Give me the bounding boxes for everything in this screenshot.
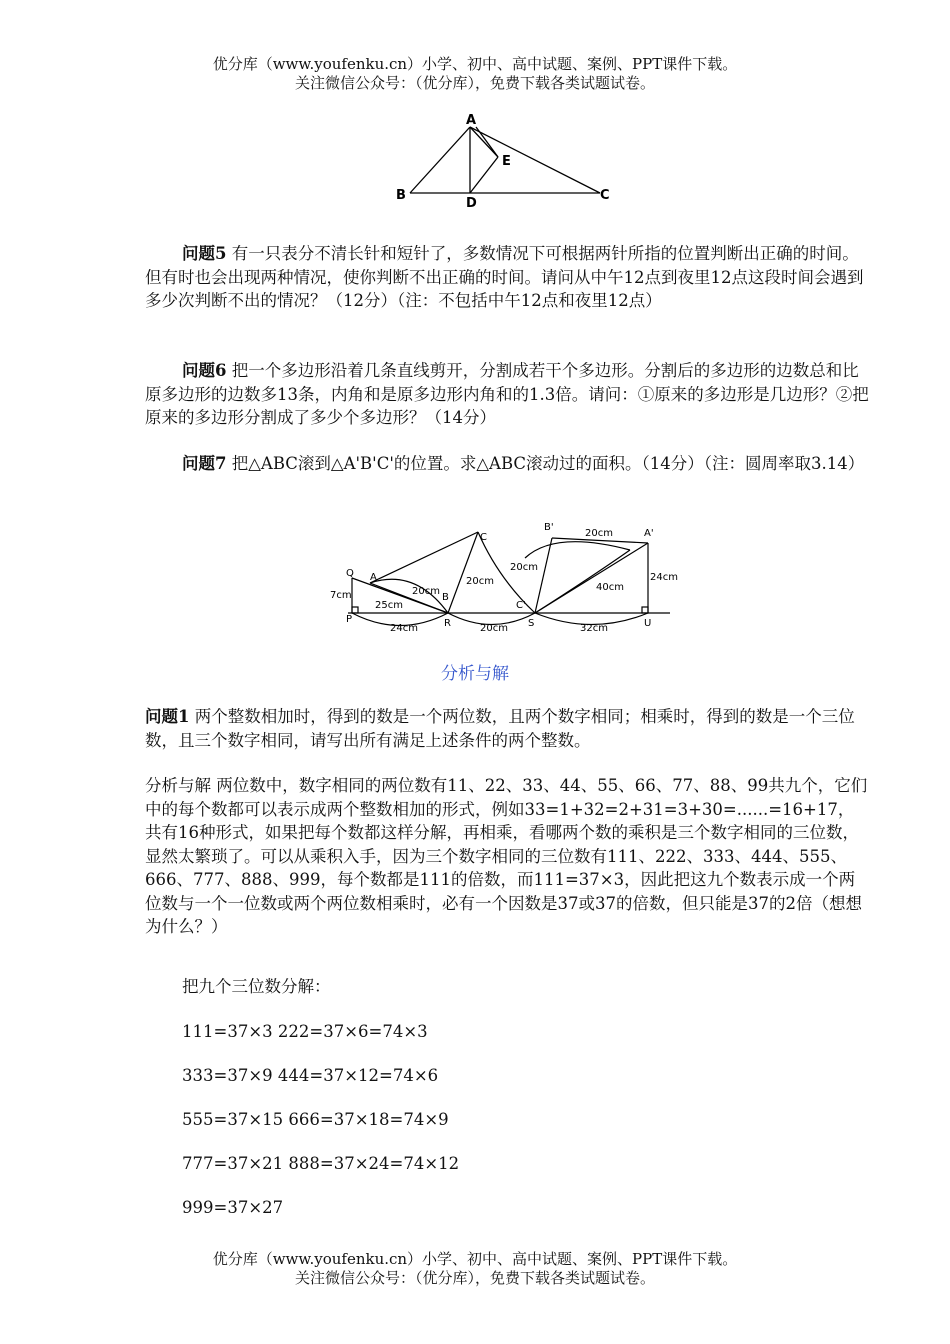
question-7-label: 问题7 xyxy=(182,454,227,473)
equation-line-2: 333=37×9 444=37×12=74×6 xyxy=(182,1066,439,1085)
segment-ab xyxy=(410,127,470,193)
measure-20cm-a: 20cm xyxy=(412,586,440,597)
rolling-triangle-figure xyxy=(330,518,678,636)
equation-line-1: 111=37×3 222=37×6=74×3 xyxy=(182,1022,428,1041)
triangle-figure xyxy=(390,110,620,210)
question-5 xyxy=(145,242,870,313)
decompose-intro: 把九个三位数分解： xyxy=(182,977,331,996)
label-s: S xyxy=(528,618,535,629)
question-7 xyxy=(145,452,870,476)
header-line-1: 优分库（www.youfenku.cn）小学、初中、高中试题、案例、PPT课件下载。 xyxy=(212,55,738,73)
analysis-paragraph: 分析与解 两位数中，数字相同的两位数有11、22、33、44、55、66、77、88、99共九个，它们中的每个数都可以表示成两个整数相加的形式，例如33=1+32=2+31=3+30=......=16+17，共有16种形式，如果把每个数都这样分解，再相乘，看哪两个数的乘积是三个数字相同的三位数，显然太繁琐了。可以从乘积入手，因为三个数字相同的三位数有111、222、333、444、555、666、777、888、999，每个数都是111的倍数，而111=37×3，因此把这九个数表示成一个两位数与一个一位数或两个两位数相乘时，必有一个因数是37或37的倍数，但只能是37的2倍（想想为什么？） xyxy=(145,776,868,936)
question-1-label: 问题1 xyxy=(145,707,190,726)
equation-line-5: 999=37×27 xyxy=(182,1198,284,1217)
right-angle-u xyxy=(642,607,648,613)
question-7-text: 把△ABC滚到△A'B'C'的位置。求△ABC滚动过的面积。（14分）（注：圆周率取3.14） xyxy=(231,454,865,473)
measure-20cm-b: 20cm xyxy=(466,576,494,587)
measure-32cm: 32cm xyxy=(580,623,608,634)
footer-line-2: 关注微信公众号：（优分库），免费下载各类试题试卷。 xyxy=(294,1269,655,1287)
question-6 xyxy=(145,359,870,430)
label-c: C xyxy=(600,188,610,203)
label-b: B xyxy=(396,188,406,203)
arc-b2 xyxy=(525,542,630,558)
label-a-prime: A' xyxy=(644,528,654,539)
label-c: C xyxy=(480,532,487,543)
question-5-text: 有一只表分不清长针和短针了，多数情况下可根据两针所指的位置判断出正确的时间。但有时也会出现两种情况，使你判断不出正确的时间。请问从中午12点到夜里12点这段时间会遇到多少次判断不出的情况？（12分）（注：不包括中午12点和夜里12点） xyxy=(145,244,864,310)
label-d: D xyxy=(466,196,477,211)
footer-line-1: 优分库（www.youfenku.cn）小学、初中、高中试题、案例、PPT课件下载。 xyxy=(212,1250,738,1268)
right-angle-p xyxy=(352,607,358,613)
segment-ae-alt xyxy=(476,127,498,157)
measure-7cm: 7cm xyxy=(330,590,352,601)
label-q: Q xyxy=(346,568,354,579)
label-p: P xyxy=(346,614,353,625)
question-6-label: 问题6 xyxy=(182,361,227,380)
measure-40cm: 40cm xyxy=(596,582,624,593)
label-c-prime: C' xyxy=(516,600,526,611)
label-u: U xyxy=(644,618,652,629)
measure-24cm-b: 24cm xyxy=(650,572,678,583)
segment-ae xyxy=(470,127,498,157)
question-6-text: 把一个多边形沿着几条直线剪开，分割成若干个多边形。分割后的多边形的边数总和比原多边形的边数多13条，内角和是原多边形内角和的1.3倍。请问：①原来的多边形是几边形？②把原来的多边形分割成了多少个多边形？（14分） xyxy=(145,361,869,427)
question-1-text: 两个整数相加时，得到的数是一个两位数，且两个数字相同；相乘时，得到的数是一个三位数，且三个数字相同，请写出所有满足上述条件的两个整数。 xyxy=(145,707,855,750)
label-e: E xyxy=(502,154,511,169)
label-b-prime: B' xyxy=(544,522,554,533)
label-a: A xyxy=(466,113,477,128)
measure-20cm-d: 20cm xyxy=(510,562,538,573)
section-title: 分析与解 xyxy=(441,664,509,684)
question-1 xyxy=(145,705,870,752)
label-a: A xyxy=(370,572,377,583)
measure-25cm: 25cm xyxy=(375,600,403,611)
label-b: B xyxy=(442,592,449,603)
equation-line-4: 777=37×21 888=37×24=74×12 xyxy=(182,1154,460,1173)
segment-ac xyxy=(470,127,600,193)
label-r: R xyxy=(444,618,451,629)
page-header xyxy=(0,55,950,93)
page-footer xyxy=(0,1250,950,1288)
measure-20cm-c: 20cm xyxy=(480,623,508,634)
question-5-label: 问题5 xyxy=(182,244,227,263)
measure-24cm-a: 24cm xyxy=(390,623,418,634)
equation-line-3: 555=37×15 666=37×18=74×9 xyxy=(182,1110,449,1129)
measure-20cm-e: 20cm xyxy=(585,528,613,539)
segment-de xyxy=(470,157,498,193)
header-line-2: 关注微信公众号：（优分库），免费下载各类试题试卷。 xyxy=(294,74,655,92)
